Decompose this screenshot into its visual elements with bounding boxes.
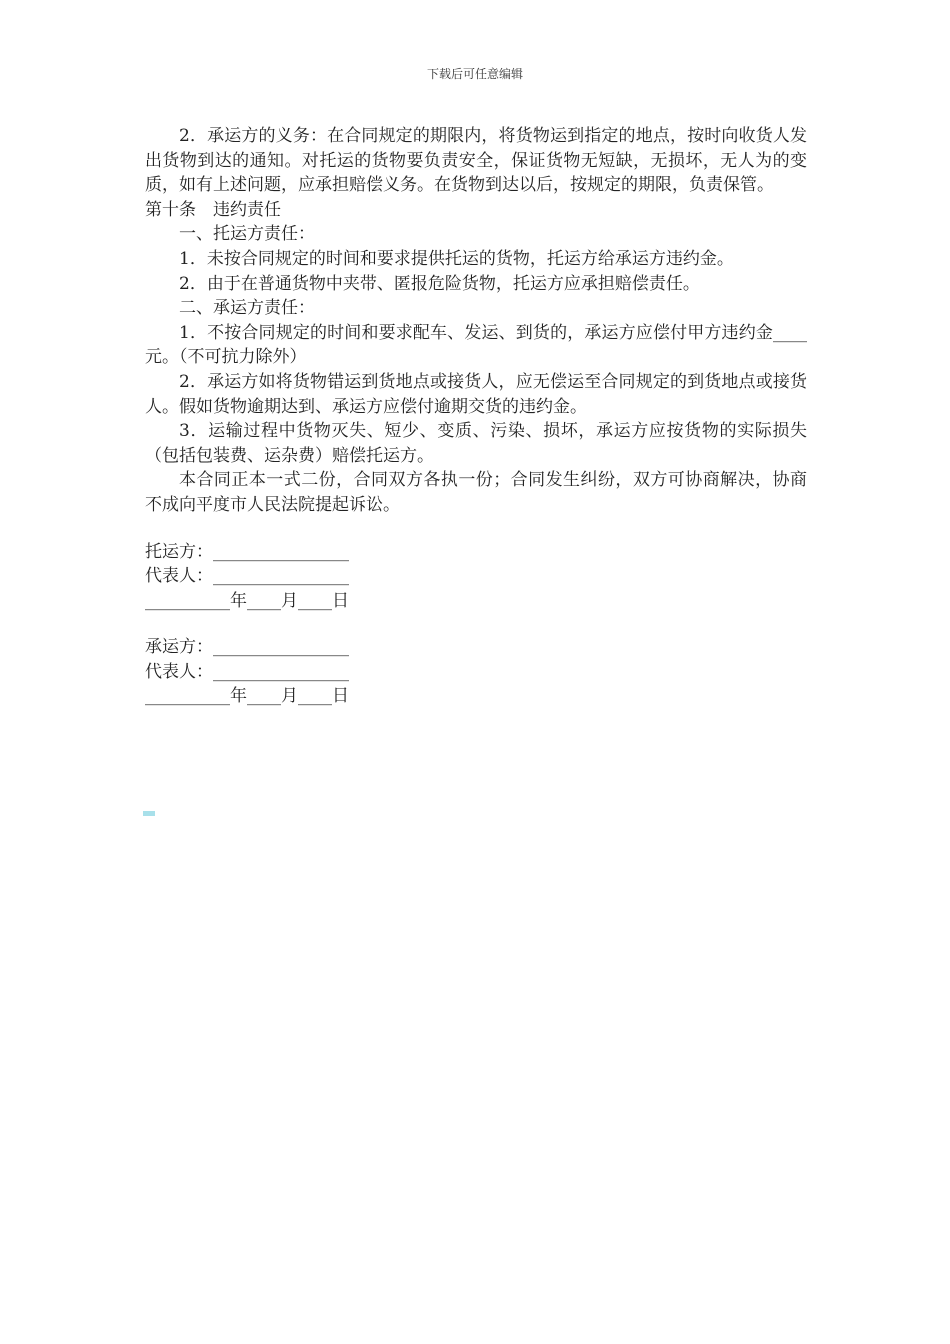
page-header: 下载后可任意编辑 [426, 67, 523, 81]
shipper-representative-line: 代表人：________________ [145, 566, 349, 587]
carrier-liability-heading: 二、承运方责任： [179, 298, 315, 319]
decorative-marker [143, 811, 155, 816]
dispute-resolution-paragraph: 本合同正本一式二份，合同双方各执一份；合同发生纠纷，双方可协商解决，协商不成向平度市人民法院提起诉讼。 [145, 470, 807, 515]
carrier-liability-item-1: 1．不按合同规定的时间和要求配车、发运、到货的，承运方应偿付甲方违约金____元。（不可抗力除外） [145, 322, 807, 368]
carrier-signature-block [145, 635, 807, 709]
shipper-party-line: 托运方：________________ [145, 541, 349, 562]
shipper-signature-block [145, 540, 807, 614]
carrier-representative-line: 代表人：________________ [145, 661, 349, 682]
paragraph-carrier-obligations: 2．承运方的义务：在合同规定的期限内，将货物运到指定的地点，按时向收货人发出货物到达的通知。对托运的货物要负责安全，保证货物无短缺，无损坏，无人为的变质，如有上述问题，应承担赔偿义务。在货物到达以后，按规定的期限，负责保管。 [145, 126, 807, 196]
document-body [145, 124, 807, 709]
shipper-date-line: __________年____月____日 [145, 590, 349, 611]
shipper-liability-heading: 一、托运方责任： [179, 224, 315, 245]
carrier-liability-item-3: 3．运输过程中货物灭失、短少、变质、污染、损坏，承运方应按货物的实际损失（包括包装费、运杂费）赔偿托运方。 [145, 421, 807, 466]
carrier-liability-item-2: 2．承运方如将货物错运到货地点或接货人，应无偿运至合同规定的到货地点或接货人。假如货物逾期达到、承运方应偿付逾期交货的违约金。 [145, 371, 807, 417]
carrier-date-line: __________年____月____日 [145, 686, 349, 707]
carrier-party-line: 承运方：________________ [145, 637, 349, 658]
article-ten-heading: 第十条 违约责任 [145, 199, 281, 220]
shipper-liability-item-2: 2．由于在普通货物中夹带、匿报危险货物，托运方应承担赔偿责任。 [179, 273, 700, 294]
shipper-liability-item-1: 1．未按合同规定的时间和要求提供托运的货物，托运方给承运方违约金。 [179, 248, 734, 269]
